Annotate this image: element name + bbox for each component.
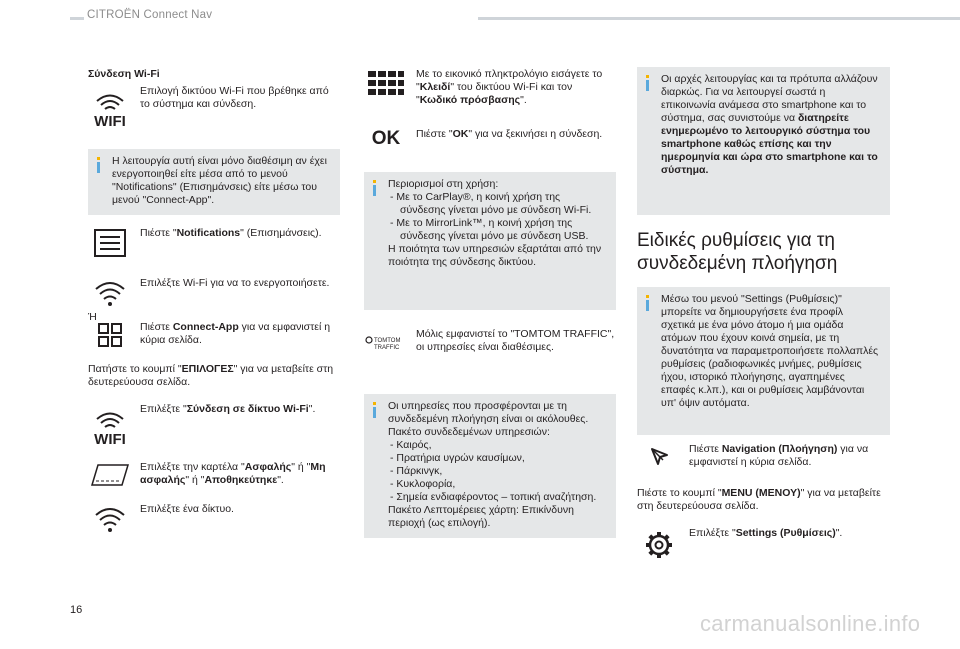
- wifi-icon: [88, 403, 132, 447]
- info-box-smartphone: Οι αρχές λειτουργίας και τα πρότυπα αλλάζουν διαρκώς. Για να λειτουργεί σωστά η επικοινωνία ανάμεσα στο smartphone και το σύστημα, σας συνιστούμε να διατηρείτε ενημερωμένο το λειτουργικό σύστημα του smartphone καθώς επίσης και την ημερομηνία και ώρα στο smartphone και το σύστημα.: [637, 67, 890, 215]
- step-keyboard: Με το εικονικό πληκτρολόγιο εισάγετε το "Κλειδί" του δικτύου Wi-Fi και τον "Κωδικό πρόσβασης".: [364, 68, 616, 124]
- header-rule-left: [70, 17, 84, 20]
- wifi-icon: [88, 85, 132, 129]
- tomtom-traffic-icon: [364, 334, 408, 354]
- step-navigation: Πιέστε Navigation (Πλοήγηση) για να εμφανιστεί η κύρια σελίδα.: [637, 443, 890, 487]
- step-settings: Επιλέξτε "Settings (Ρυθμίσεις)".: [637, 527, 890, 567]
- watermark: carmanualsonline.info: [700, 611, 921, 636]
- info-text: Οι υπηρεσίες που προσφέρονται με τη συνδεδεμένη πλοήγηση είναι οι ακόλουθες.: [388, 400, 589, 425]
- info-text: Η λειτουργία αυτή είναι μόνο διαθέσιμη αν έχει ενεργοποιηθεί είτε μέσα από το μενού "Notifications" (Επισημάνσεις) είτε μέσω του μενού "Connect-App".: [112, 155, 327, 206]
- tomtom-icon-label-2: TRAFFIC: [374, 345, 400, 351]
- step-text: Επιλογή δικτύου Wi-Fi που βρέθηκε από το σύστημα και σύνδεση.: [140, 85, 329, 110]
- step-select-network: [88, 85, 340, 145]
- info-text: Η ποιότητα των υπηρεσιών εξαρτάται από την ποιότητα της σύνδεσης δικτύου.: [388, 243, 602, 268]
- ok-icon-label: OK: [371, 128, 401, 149]
- wifi-signal-icon: [88, 503, 132, 535]
- section-heading: Ειδικές ρυθμίσεις για τη συνδεδεμένη πλοήγηση: [637, 230, 838, 274]
- info-marker: [373, 402, 376, 418]
- info-item: - Κυκλοφορία,: [390, 478, 456, 490]
- step-connect-app: Πιέστε Connect-App για να εμφανιστεί η κύρια σελίδα.: [88, 321, 340, 363]
- column-wifi: [88, 68, 340, 533]
- info-marker: [97, 157, 100, 173]
- info-text: Πακέτο Λεπτομέρειες χάρτη: Επικίνδυνη περιοχή (ως επιλογή).: [388, 504, 574, 529]
- keyboard-icon: [364, 68, 408, 102]
- step-text: Επιλέξτε Wi-Fi για να το ενεργοποιήσετε.: [140, 277, 330, 289]
- step-connect-wifi-network: WIFI Επιλέξτε "Σύνδεση σε δίκτυο Wi-Fi".: [88, 403, 340, 461]
- column-settings: [637, 68, 890, 567]
- info-title: Περιορισμοί στη χρήση:: [388, 178, 499, 190]
- step-enable-wifi: [88, 277, 340, 311]
- info-item: - Με το CarPlay®, η κοινή χρήση της σύνδεσης γίνεται μόνο με σύνδεση Wi-Fi.: [390, 191, 592, 216]
- step-ok: OK Πιέστε "OK" για να ξεκινήσει η σύνδεση.: [364, 128, 616, 166]
- info-marker: [646, 75, 649, 91]
- info-marker: [646, 295, 649, 311]
- tab-icon: [88, 461, 132, 489]
- info-box-services: [364, 394, 616, 538]
- step-select-tab: Επιλέξτε την καρτέλα "Ασφαλής" ή "Μη ασφαλής" ή "Αποθηκεύτηκε".: [88, 461, 340, 503]
- section-title-wifi: Σύνδεση Wi-Fi: [88, 68, 160, 80]
- header-rule-right: [478, 17, 960, 20]
- ok-icon: [364, 128, 408, 150]
- gear-icon: [637, 527, 681, 561]
- navigation-icon: [637, 443, 681, 473]
- info-box-restrictions: [364, 172, 616, 310]
- page-number: 16: [70, 604, 83, 616]
- step-text: Επιλέξτε ένα δίκτυο.: [140, 503, 234, 515]
- info-item: - Πρατήρια υγρών καυσίμων,: [390, 452, 525, 464]
- wifi-signal-icon: [88, 277, 132, 309]
- connect-app-icon: [88, 321, 132, 353]
- step-menu: Πιέστε το κουμπί "MENU (ΜΕΝΟΥ)" για να μεταβείτε στη δευτερεύουσα σελίδα.: [637, 487, 881, 512]
- tomtom-icon-label-1: TOMTOM: [374, 338, 401, 344]
- info-item: - Σημεία ενδιαφέροντος – τοπική αναζήτηση.: [390, 491, 597, 503]
- info-item: - Με το MirrorLink™, η κοινή χρήση της σύνδεσης γίνεται μόνο με σύνδεση USB.: [390, 217, 589, 242]
- notifications-icon: [88, 227, 132, 259]
- info-box-notifications: [88, 149, 340, 215]
- wifi-icon-label: WIFI: [94, 431, 126, 447]
- info-text: Μέσω του μενού "Settings (Ρυθμίσεις)" μπορείτε να δημιουργήσετε ένα προφίλ σχετικά με ένα μόνο άτομο ή μια ομάδα ατόμων που έχουν κοινά σημεία, με τη δυνατότητα να παραμετροποιήσετε πολλαπλές ρυθμίσεις (ραδιοφωνικές μνήμες, ρυθμίσεις ήχου, ιστορικό πλοήγησης, αγαπημένες επαφές κ.λπ.), και οι ρυθμίσεις λαμβάνονται υπ' όψιν αυτόματα.: [661, 293, 879, 409]
- info-item: - Καιρός,: [390, 439, 432, 451]
- info-item: - Πάρκινγκ,: [390, 465, 443, 477]
- step-tomtom: [364, 328, 616, 386]
- header-title: CITROËN Connect Nav: [87, 9, 213, 21]
- info-marker: [373, 180, 376, 196]
- info-box-profiles: [637, 287, 890, 435]
- or-label: Ή: [88, 311, 97, 323]
- step-text: Μόλις εμφανιστεί το "TOMTOM TRAFFIC", οι υπηρεσίες είναι διαθέσιμες.: [416, 328, 615, 353]
- step-notifications: Πιέστε "Notifications" (Επισημάνσεις).: [88, 227, 340, 277]
- column-keyboard: [364, 68, 616, 538]
- step-select-network-2: [88, 503, 340, 533]
- info-text: Πακέτο συνδεδεμένων υπηρεσιών:: [388, 426, 550, 438]
- wifi-icon-label: WIFI: [94, 113, 126, 129]
- step-options: Πατήστε το κουμπί "ΕΠΙΛΟΓΕΣ" για να μεταβείτε στη δευτερεύουσα σελίδα.: [88, 363, 334, 388]
